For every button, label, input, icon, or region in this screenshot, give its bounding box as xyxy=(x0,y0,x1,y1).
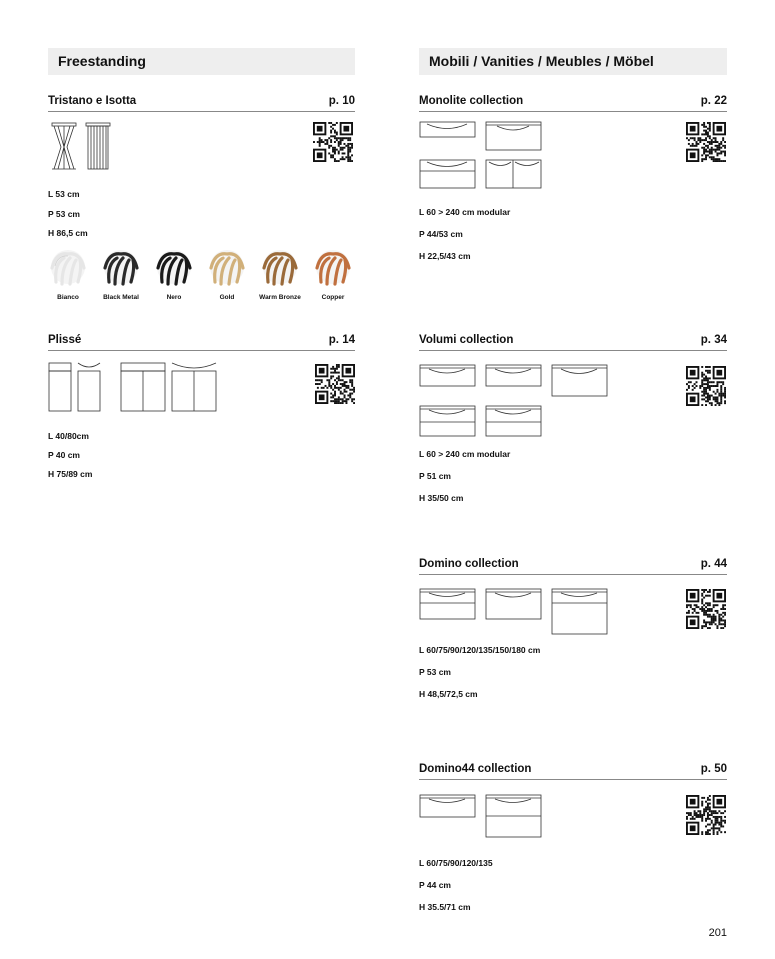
qr-code-domino[interactable] xyxy=(686,589,726,629)
plisse-drawing xyxy=(48,362,218,414)
spec-length: L 60/75/90/120/135 xyxy=(419,858,493,868)
section-name: Plissé xyxy=(48,334,82,346)
section-name: Volumi collection xyxy=(419,334,514,346)
spec-depth: P 53 cm xyxy=(419,667,451,677)
finish-label: Nero xyxy=(166,294,182,301)
freestanding-header: Freestanding xyxy=(48,48,355,75)
qr-code-monolite[interactable] xyxy=(686,122,726,162)
section-title-tristano xyxy=(48,94,355,112)
spec-depth: P 44/53 cm xyxy=(419,229,463,239)
spec-height: H 86,5 cm xyxy=(48,228,88,238)
volumi-drawing xyxy=(419,364,609,439)
spec-depth: P 51 cm xyxy=(419,471,451,481)
domino44-drawing xyxy=(419,794,544,840)
qr-code-plisse[interactable] xyxy=(315,364,355,404)
section-title-domino44 xyxy=(419,762,727,780)
section-name: Monolite collection xyxy=(419,95,524,107)
page-ref[interactable]: p. 22 xyxy=(700,95,727,107)
spec-length: L 60 > 240 cm modular xyxy=(419,449,511,459)
section-title-domino xyxy=(419,557,727,575)
finish-label: Warm Bronze xyxy=(259,294,301,301)
page-ref[interactable]: p. 14 xyxy=(328,334,355,346)
section-title-volumi xyxy=(419,333,727,351)
section-title-plisse xyxy=(48,333,355,351)
finish-label: Bianco xyxy=(57,294,79,301)
finish-label: Black Metal xyxy=(103,294,139,301)
spec-height: H 35/50 cm xyxy=(419,493,464,503)
section-name: Domino44 collection xyxy=(419,763,532,775)
spec-height: H 22,5/43 cm xyxy=(419,251,471,261)
spec-height: H 75/89 cm xyxy=(48,469,93,479)
domino-drawing xyxy=(419,588,609,636)
qr-code-tristano[interactable] xyxy=(313,122,353,162)
finish-swatch-black-metal[interactable] xyxy=(99,246,143,286)
section-name: Domino collection xyxy=(419,558,519,570)
spec-height: H 35.5/71 cm xyxy=(419,902,471,912)
spec-length: L 40/80cm xyxy=(48,431,89,441)
section-name: Tristano e Isotta xyxy=(48,95,137,107)
spec-length: L 60 > 240 cm modular xyxy=(419,207,511,217)
spec-depth: P 40 cm xyxy=(48,450,80,460)
finish-swatch-warm-bronze[interactable] xyxy=(258,246,302,286)
page-ref[interactable]: p. 34 xyxy=(700,334,727,346)
page-ref[interactable]: p. 44 xyxy=(700,558,727,570)
finish-label: Gold xyxy=(219,294,235,301)
page-ref[interactable]: p. 50 xyxy=(700,763,727,775)
finish-swatch-gold[interactable] xyxy=(205,246,249,286)
finish-swatch-bianco[interactable] xyxy=(46,246,90,286)
page-ref[interactable]: p. 10 xyxy=(328,95,355,107)
qr-code-domino44[interactable] xyxy=(686,795,726,835)
finish-label: Copper xyxy=(321,294,345,301)
finish-swatch-nero[interactable] xyxy=(152,246,196,286)
vanities-header: Mobili / Vanities / Meubles / Möbel xyxy=(419,48,727,75)
spec-height: H 48,5/72,5 cm xyxy=(419,689,478,699)
finish-swatch-copper[interactable] xyxy=(311,246,355,286)
tristano-drawing xyxy=(48,122,118,172)
spec-depth: P 44 cm xyxy=(419,880,451,890)
spec-length: L 60/75/90/120/135/150/180 cm xyxy=(419,645,541,655)
monolite-drawing xyxy=(419,121,544,191)
spec-depth: P 53 cm xyxy=(48,209,80,219)
spec-length: L 53 cm xyxy=(48,189,80,199)
section-title-monolite xyxy=(419,94,727,112)
page-number: 201 xyxy=(708,927,727,939)
qr-code-volumi[interactable] xyxy=(686,366,726,406)
